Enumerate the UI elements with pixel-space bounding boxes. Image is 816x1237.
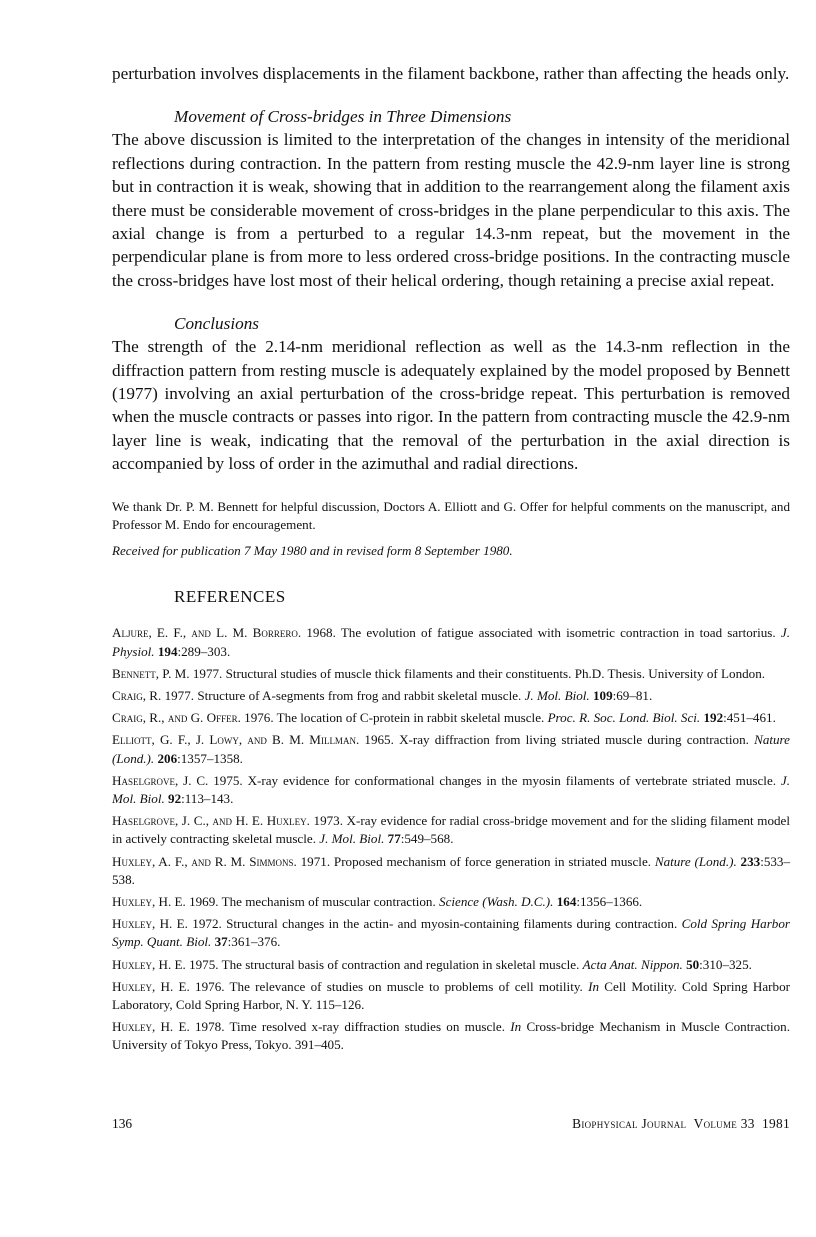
reference-item: Bennett, P. M. 1977. Structural studies of muscle thick filaments and their constituents. Ph.D. Thesis. University of London.	[112, 665, 766, 681]
reference-item: Huxley, H. E. 1976. The relevance of studies on muscle to problems of cell motility. In Cell Motility. Cold Spring Harbor Laboratory, Cold Spring Harbor, N. Y. 115–126.	[112, 978, 790, 1012]
reference-item: Huxley, H. E. 1969. The mechanism of muscular contraction. Science (Wash. D.C.). 164:1356–1366.	[112, 893, 643, 909]
received-date: Received for publication 7 May 1980 and in revised form 8 September 1980.	[112, 543, 513, 559]
section-body-conclusions: The strength of the 2.14-nm meridional reflection as well as the 14.3-nm reflection in the diffraction pattern from resting muscle is adequately explained by the model proposed by Bennett (1977) involving an axial perturbation of the cross-bridge repeat. This perturbation is removed when the muscle contracts or passes into rigor. In the pattern from contracting muscle the 42.9-nm layer line is weak, indicating that the removal of the perturbation in the axial direction is accompanied by loss of order in the azimuthal and radial directions.	[112, 337, 790, 474]
reference-item: Craig, R., and G. Offer. 1976. The location of C-protein in rabbit skeletal muscle. Proc. R. Soc. Lond. Biol. Sci. 192:451–461.	[112, 710, 776, 726]
reference-item: Huxley, A. F., and R. M. Simmons. 1971. Proposed mechanism of force generation in striated muscle. Nature (Lond.). 233:533–538.	[112, 853, 791, 887]
page-number: 136	[112, 1116, 133, 1131]
reference-item: Huxley, H. E. 1975. The structural basis of contraction and regulation in skeletal muscle. Acta Anat. Nippon. 50:310–325.	[112, 956, 752, 972]
section-heading-conclusions: Conclusions	[174, 314, 259, 334]
reference-list	[112, 624, 790, 1054]
running-footer-journal: Biophysical Journal Volume 33 1981	[572, 1116, 790, 1131]
section-heading-cross-bridges: Movement of Cross-bridges in Three Dimensions	[174, 107, 512, 127]
reference-item: Haselgrove, J. C., and H. E. Huxley. 1973. X-ray evidence for radial cross-bridge movement and for the sliding filament model in actively contracting skeletal muscle. J. Mol. Biol. 77:549–568.	[112, 813, 790, 847]
continuation-paragraph: perturbation involves displacements in the filament backbone, rather than affecting the heads only.	[112, 64, 790, 83]
references-heading: REFERENCES	[174, 587, 286, 607]
reference-item: Huxley, H. E. 1972. Structural changes in the actin- and myosin-containing filaments during contraction. Cold Spring Harbor Symp. Quant. Biol. 37:361–376.	[112, 916, 790, 950]
section-body-cross-bridges: The above discussion is limited to the interpretation of the changes in intensity of the meridional reflections during contraction. In the pattern from resting muscle the 42.9-nm layer line is strong but in contraction it is weak, showing that in addition to the rearrangement along the filament axis there must be considerable movement of cross-bridges in the plane perpendicular to this axis. The axial change is from a perturbed to a regular 14.3-nm repeat, but the movement in the perpendicular plane is from more to less ordered cross-bridge positions. In the contracting muscle the cross-bridges have lost most of their helical ordering, though retaining a precise axial repeat.	[112, 130, 790, 290]
page-body	[112, 62, 790, 1059]
acknowledgment: We thank Dr. P. M. Bennett for helpful discussion, Doctors A. Elliott and G. Offer for helpful comments on the manuscript, and Professor M. Endo for encouragement.	[112, 498, 790, 532]
reference-item: Huxley, H. E. 1978. Time resolved x-ray diffraction studies on muscle. In Cross-bridge Mechanism in Muscle Contraction. University of Tokyo Press, Tokyo. 391–405.	[112, 1019, 790, 1053]
reference-item: Aljure, E. F., and L. M. Borrero. 1968. The evolution of fatigue associated with isometric contraction in toad sartorius. J. Physiol. 194:289–303.	[112, 625, 790, 659]
reference-item: Haselgrove, J. C. 1975. X-ray evidence for conformational changes in the myosin filaments of vertebrate striated muscle. J. Mol. Biol. 92:113–143.	[112, 772, 791, 806]
reference-item: Craig, R. 1977. Structure of A-segments from frog and rabbit skeletal muscle. J. Mol. Biol. 109:69–81.	[112, 687, 653, 703]
reference-item: Elliott, G. F., J. Lowy, and B. M. Millman. 1965. X-ray diffraction from living striated muscle during contraction. Nature (Lond.). 206:1357–1358.	[112, 732, 790, 766]
